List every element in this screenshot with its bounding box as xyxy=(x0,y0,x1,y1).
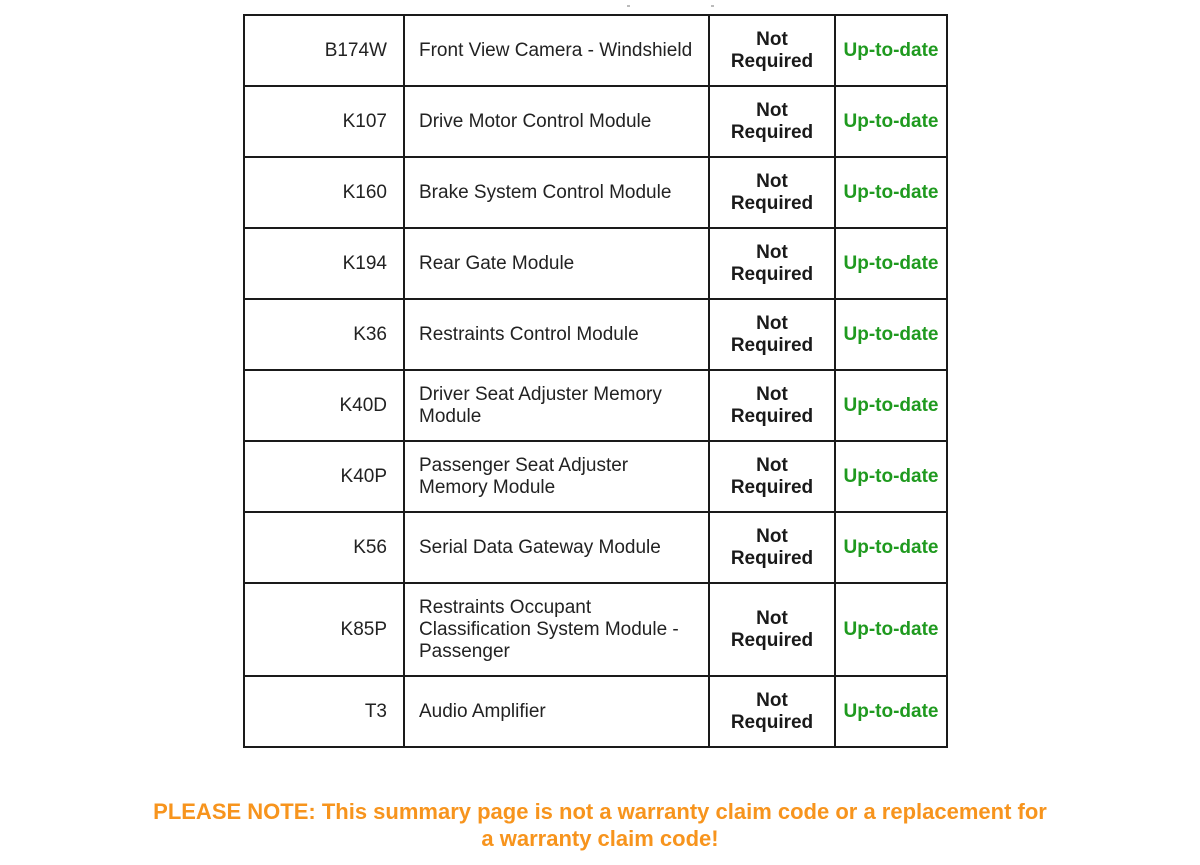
programming-cell: Not Required xyxy=(709,512,835,583)
module-code-cell: K160 xyxy=(244,157,404,228)
status-cell: Up-to-date xyxy=(835,583,947,676)
status-cell: Up-to-date xyxy=(835,157,947,228)
module-description-cell: Passenger Seat Adjuster Memory Module xyxy=(404,441,709,512)
module-code-cell: K40D xyxy=(244,370,404,441)
table-row xyxy=(244,583,947,676)
status-cell: Up-to-date xyxy=(835,228,947,299)
status-cell: Up-to-date xyxy=(835,676,947,747)
programming-cell: Not Required xyxy=(709,583,835,676)
programming-cell: Not Required xyxy=(709,299,835,370)
status-cell: Up-to-date xyxy=(835,15,947,86)
module-description-cell: Rear Gate Module xyxy=(404,228,709,299)
status-cell: Up-to-date xyxy=(835,370,947,441)
warranty-note: PLEASE NOTE: This summary page is not a warranty claim code or a replacement for a warranty claim code! xyxy=(153,799,1047,851)
module-code-cell: K194 xyxy=(244,228,404,299)
programming-cell: Not Required xyxy=(709,370,835,441)
status-cell: Up-to-date xyxy=(835,299,947,370)
table-row xyxy=(244,86,947,157)
programming-cell: Not Required xyxy=(709,157,835,228)
module-description-cell: Serial Data Gateway Module xyxy=(404,512,709,583)
table-row xyxy=(244,15,947,86)
module-description-cell: Restraints Control Module xyxy=(404,299,709,370)
table-row xyxy=(244,441,947,512)
module-description-cell: Driver Seat Adjuster Memory Module xyxy=(404,370,709,441)
module-code-cell: K107 xyxy=(244,86,404,157)
module-description-cell: Brake System Control Module xyxy=(404,157,709,228)
module-description-cell: Restraints Occupant Classification System Module - Passenger xyxy=(404,583,709,676)
table-row xyxy=(244,228,947,299)
table-row xyxy=(244,512,947,583)
module-code-cell: T3 xyxy=(244,676,404,747)
programming-cell: Not Required xyxy=(709,676,835,747)
table-row xyxy=(244,676,947,747)
module-code-cell: B174W xyxy=(244,15,404,86)
programming-cell: Not Required xyxy=(709,228,835,299)
status-cell: Up-to-date xyxy=(835,441,947,512)
status-cell: Up-to-date xyxy=(835,512,947,583)
table-row xyxy=(244,157,947,228)
module-code-cell: K40P xyxy=(244,441,404,512)
status-cell: Up-to-date xyxy=(835,86,947,157)
table-row xyxy=(244,299,947,370)
module-code-cell: K85P xyxy=(244,583,404,676)
module-code-cell: K36 xyxy=(244,299,404,370)
module-description-cell: Audio Amplifier xyxy=(404,676,709,747)
scan-speck xyxy=(627,5,630,7)
scan-speck xyxy=(711,5,714,7)
table-row xyxy=(244,370,947,441)
module-code-cell: K56 xyxy=(244,512,404,583)
module-status-table xyxy=(243,14,948,748)
programming-cell: Not Required xyxy=(709,86,835,157)
module-description-cell: Drive Motor Control Module xyxy=(404,86,709,157)
programming-cell: Not Required xyxy=(709,15,835,86)
module-description-cell: Front View Camera - Windshield xyxy=(404,15,709,86)
module-table-body xyxy=(244,15,947,747)
programming-cell: Not Required xyxy=(709,441,835,512)
